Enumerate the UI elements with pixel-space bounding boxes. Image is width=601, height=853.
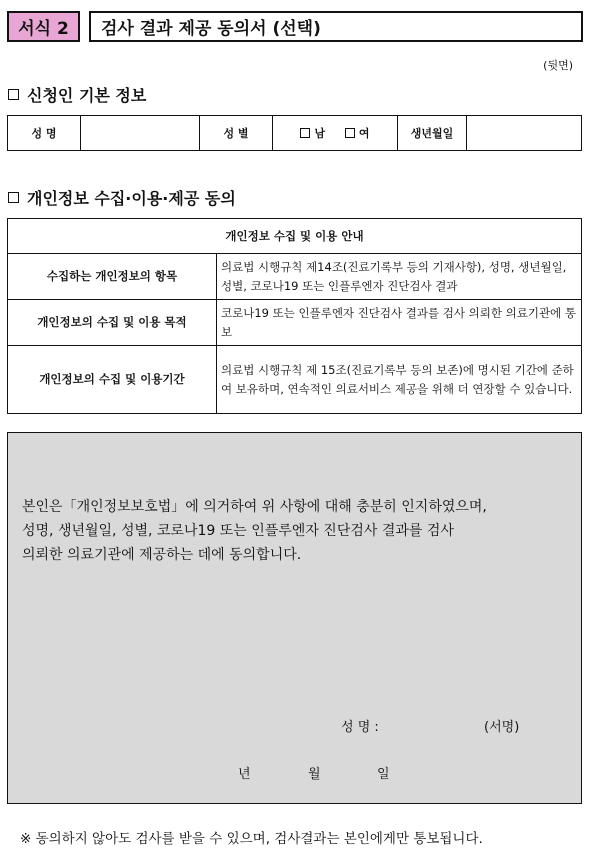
signature-mark[interactable]: (서명)	[484, 720, 520, 735]
male-label: 남	[314, 127, 326, 140]
square-bullet-icon	[8, 192, 19, 203]
square-bullet-icon	[8, 89, 19, 100]
female-label: 여	[358, 127, 370, 140]
male-option[interactable]	[300, 125, 325, 141]
male-checkbox[interactable]	[300, 128, 310, 138]
agreement-box	[7, 432, 582, 804]
agreement-text	[22, 495, 487, 567]
privacy-info-table	[7, 218, 582, 414]
purpose-value: 코로나19 또는 인플루엔자 진단검사 결과를 검사 의뢰한 의료기관에 통보	[217, 300, 582, 346]
back-page-note: (뒷면)	[543, 59, 573, 72]
agreement-line-2: 성명, 생년월일, 성별, 코로나19 또는 인플루엔자 진단검사 결과를 검사	[22, 523, 454, 539]
female-checkbox[interactable]	[345, 128, 355, 138]
name-field[interactable]	[81, 116, 200, 151]
gender-label: 성 별	[200, 116, 273, 151]
applicant-info-table	[7, 115, 582, 151]
signature-name-label: 성 명 :	[341, 720, 379, 735]
agreement-line-1: 본인은「개인정보보호법」에 의거하여 위 사항에 대해 충분히 인지하였으며,	[22, 499, 487, 515]
retention-value: 의료법 시행규칙 제 15조(진료기록부 등의 보존)에 명시된 기간에 준하여 보유하며, 연속적인 의료서비스 제공을 위해 더 연장할 수 있습니다.	[217, 346, 582, 414]
privacy-section-heading	[8, 186, 236, 209]
gender-options	[273, 116, 398, 151]
year-label: 년	[238, 767, 251, 782]
day-label: 일	[377, 767, 390, 782]
footnote: ※ 동의하지 않아도 검사를 받을 수 있으며, 검사결과는 본인에게만 통보됩니다.	[20, 831, 483, 847]
privacy-table-title: 개인정보 수집 및 이용 안내	[8, 219, 582, 254]
birth-field[interactable]	[467, 116, 582, 151]
collected-items-value: 의료법 시행규칙 제14조(진료기록부 등의 기재사항), 성명, 생년월일, 성별, 코로나19 또는 인플루엔자 진단검사 결과	[217, 254, 582, 300]
collected-items-label: 수집하는 개인정보의 항목	[8, 254, 217, 300]
retention-label: 개인정보의 수집 및 이용기간	[8, 346, 217, 414]
female-option[interactable]	[345, 125, 370, 141]
form-number-badge: 서식 2	[7, 11, 80, 42]
name-label: 성 명	[8, 116, 81, 151]
form-title: 검사 결과 제공 동의서 (선택)	[89, 11, 583, 42]
agreement-line-3: 의뢰한 의료기관에 제공하는 데에 동의합니다.	[22, 547, 302, 563]
applicant-section-title: 신청인 기본 정보	[27, 86, 147, 105]
applicant-section-heading	[8, 83, 146, 106]
birth-label: 생년월일	[398, 116, 467, 151]
privacy-section-title: 개인정보 수집·이용·제공 동의	[27, 189, 236, 208]
month-label: 월	[308, 767, 321, 782]
purpose-label: 개인정보의 수집 및 이용 목적	[8, 300, 217, 346]
